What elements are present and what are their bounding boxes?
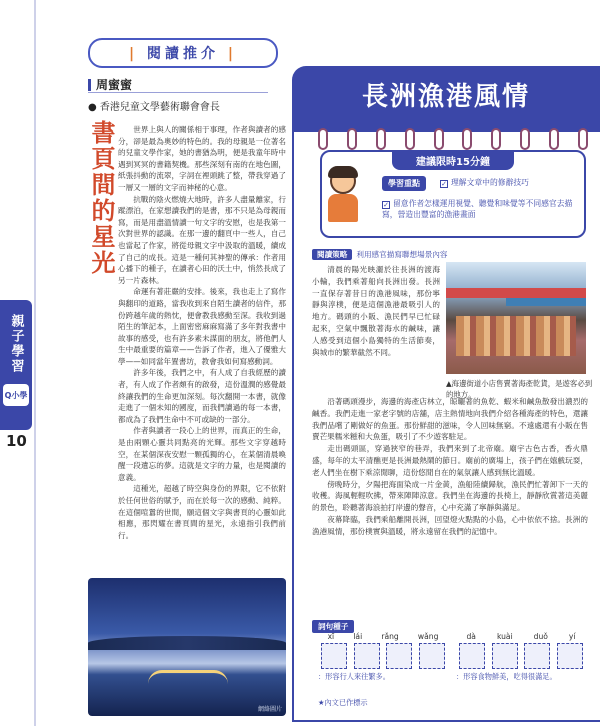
answer-box[interactable] <box>354 643 380 669</box>
pinyin: dà <box>466 632 476 641</box>
time-limit-label: 建議限時15分鐘 <box>392 151 514 170</box>
paragraph: 走出碼頭區，穿過狹窄的巷弄，我們來到了北帝廟。廟宇古色古香，香火鼎盛，每年的太平清醮更是長洲最熱鬧的節日。廟前的廣場上，孩子們在嬉戲玩耍，老人們坐在樹下乘涼閒聊，這份悠閒自在的氣氛讓人感到無比溫暖。 <box>312 444 588 477</box>
paragraph: 夜幕降臨，我們乘船離開長洲，回望燈火點點的小島，心中依依不捨。長洲的漁港風情，那份樸實與溫暖，將永遠留在我們的記憶中。 <box>312 514 588 536</box>
section-tab-label: 親子學習 <box>8 314 24 374</box>
strategy-tag: 閱讀策略 <box>312 249 352 260</box>
word-seeds-tag: 詞句種子 <box>312 620 354 633</box>
pinyin: lái <box>353 632 363 641</box>
left-article-body <box>118 124 286 541</box>
author-association: ● 香港兒童文學藝術聯會會長 <box>88 102 220 113</box>
paragraph: 世界上與人的關係相于事理，作者與讀者的感分，卻是最為奧妙的特色的。我的母親是一位著名的兒童文學作家，她的書猶為明，便是我童年時中遇到冥冥的書籍契機。那些深刻有南的在地色圖，紙張抖動的流翠，字詞在裡頭跳了整，帶我穿過了一層又一層的文字而神秘的心意。 <box>118 125 286 192</box>
pinyin: yí <box>568 632 576 641</box>
binder-rings <box>318 128 588 150</box>
word-seed-1 <box>318 632 448 682</box>
night-bridge-photo <box>88 578 286 716</box>
right-article-title: 長洲漁港風情 <box>361 82 530 112</box>
paragraph: 命運有著莊嚴的安排。後來，我也走上了寫作與翻印的道路，當我收到來自陌生讀者的信件，那份跨越年歲的熱忱，便會教我感動至深。我收到過陌生的筆記本，上面密密麻麻寫滿了多年對我書中故事的感受，也有許多素未謀面的朋友，將他們人生中最重要的篇章——告訴了作者，進入了優雅大學——如同當年置書坊，教會我如何寫感動詞。 <box>118 287 286 366</box>
paragraph: 這種光，超越了時空與身份的界限，它不依附於任何世俗的賦予，而在於每一次的感動、純粹。在這個喧囂的世間，願這個文字與書頁的心靈如此相應，那閃耀在書頁間的星光，永遠指引我們前行。 <box>118 484 286 540</box>
pinyin: duǒ <box>533 632 548 641</box>
seed-definition: ：形容食物鮮美，吃得很滿足。 <box>456 672 557 681</box>
pinyin: wǎng <box>417 632 439 641</box>
answer-box[interactable] <box>321 643 347 669</box>
answer-box[interactable] <box>459 643 485 669</box>
pinyin: xī <box>327 632 335 641</box>
student-illustration-icon <box>326 168 360 224</box>
right-article-body <box>312 396 588 538</box>
pinyin: kuài <box>496 632 513 641</box>
section-tab <box>0 300 32 430</box>
paragraph: 抗戰的陰火燃燒大地時，許多人盡量離家，行蹤漂泊，在家想讀我們的是書，那不只是為母親而寫，而是用盡溫情讀一句文字的安慰，也是我第一次對世界的認識。在那一邊的翻頁中一些人，自己也當起了作家，將從母親文字中汲取的溫暖，續成了自己的成長。這是一種何其神聖的傳承：作者用心播下的種子，在讀者心田的沃土中，悄然長成了另一片森林。 <box>118 194 286 285</box>
pinyin: rǎng <box>381 632 399 641</box>
author-name: 周蜜蜜 <box>88 76 132 93</box>
learning-focus-badge: 學習重點 <box>382 176 426 191</box>
paragraph: 許多年後，我們之中，有人成了自我經歷的讀者，有人成了作者頗有的啟發，這份溫潤的感覺最終讓我們的生命更加深刻。每次翻開一本書，就像走進了一個未知的國度，而我們讀過的每一本書，都成為了我們生命中不可或缺的一部分。 <box>118 368 286 424</box>
strategy-text: 利用感官描寫聯想場景內容 <box>356 250 448 259</box>
checkbox-checked-icon: ✓ <box>441 180 447 188</box>
section-header: | 閱讀推介 | <box>88 38 278 68</box>
goal-item-1: ✓ 理解文章中的修辭技巧 <box>441 178 529 188</box>
paragraph: 清晨的陽光映灑於往長洲的渡海小輪，我們乘著船向長洲出發。長洲一直保存著昔日的漁港風味，那份寧靜與淳樸，便是這個漁港最吸引人的地方。碼頭的小販、漁民們早已忙碌起來，空氣中飄散著海水的鹹味，讓人感受到這個小島獨特的生活節奏，與城市的繁華截然不同。 <box>312 265 440 357</box>
right-article-intro <box>312 264 440 358</box>
answer-box[interactable] <box>419 643 445 669</box>
edge-line <box>34 0 36 726</box>
paragraph: 傍晚時分，夕陽把海面染成一片金黃，漁船陸續歸航，漁民們忙著卸下一天的收穫。海風輕輕吹拂，帶來陣陣涼意。我們坐在海邊的長椅上，靜靜欣賞著這美麗的景色，聆聽著海浪拍打岸邊的聲音，心中充滿了寧靜與滿足。 <box>312 479 588 513</box>
checkbox-checked-icon: ✓ <box>383 201 389 209</box>
seed-definition: ：形容行人來往繁多。 <box>318 672 390 681</box>
page-number: 10 <box>6 432 27 450</box>
paragraph: 沿著碼頭漫步，海邊的海產店林立，晾曬著的魚乾、蝦米和鹹魚散發出濃烈的鹹香。我們走進一家老字號的店舖，店主熱情地向我們介紹各種海產的特色，還讓我們品嚐了剛做好的魚蛋。那份鮮甜的滋味，令人回味無窮。不遠處還有小販在售賣芒果糯米糍和大魚蛋，吸引了不少遊客駐足。 <box>312 397 588 442</box>
left-article-title: 書頁間的星光 <box>87 120 116 276</box>
answer-box[interactable] <box>524 643 550 669</box>
divider <box>88 92 268 93</box>
goal-item-2: ✓ 留意作者怎樣運用視覺、聽覺和味覺等不同感官去描寫，營造出豐富的漁港畫面 <box>382 199 573 219</box>
publication-logo: Q小學 <box>3 384 29 406</box>
paragraph: 作者與讀者一段心上的世界，而真正的生命，是由兩顆心靈共同點亮的光輝。那些文字穿越時空，在某個深夜安慰一顆孤獨的心，在某個清晨喚醒一段遺忘的夢。這就是文字的力量，也是閱讀的意義。 <box>118 426 286 482</box>
seafood-stall-photo <box>446 262 586 374</box>
photo-credit: 網絡圖片 <box>257 706 282 713</box>
reading-strategy <box>312 249 448 260</box>
answer-box[interactable] <box>492 643 518 669</box>
photo-caption: ▲海邊街道小店售賣著海產乾貨，是遊客必到的地方。 <box>446 379 593 399</box>
answer-box[interactable] <box>386 643 412 669</box>
section-header-text: 閱讀推介 <box>147 46 219 62</box>
answer-box[interactable] <box>557 643 583 669</box>
seed-note: ★內文已作標示 <box>318 698 368 707</box>
word-seed-2 <box>456 632 586 682</box>
